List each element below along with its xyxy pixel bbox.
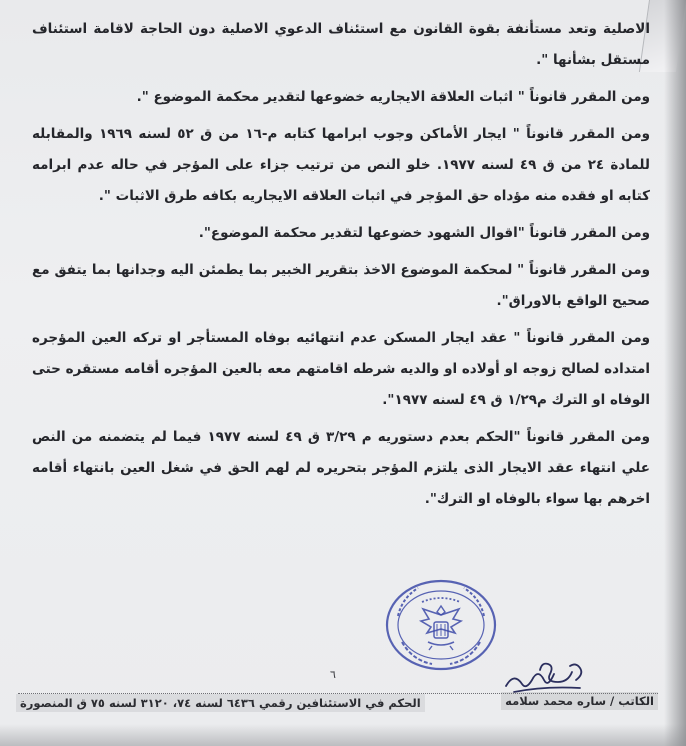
paragraph-7: ومن المقرر قانوناً "الحكم بعدم دستوريه م ٣/٢٩ ق ٤٩ لسنه ١٩٧٧ فيما لم يتضمنه من النص علي انتهاء عقد الايجار الذى يلتزم المؤجر بتحريره لم لهم الحق في شغل العين بانتهاء أقامه اخرهم بها سواء بالوفاه او الترك". bbox=[32, 429, 651, 507]
bottom-shadow bbox=[0, 724, 686, 746]
page-number: ٦ bbox=[330, 668, 336, 681]
paragraph-3: ومن المقرر قانوناً " ايجار الأماكن وجوب ابرامها كتابه م-١٦ من ق ٥٢ لسنه ١٩٦٩ والمقابله للمادة ٢٤ من ق ٤٩ لسنه ١٩٧٧. خلو النص من ترتيب جزاء على المؤجر في حاله عدم ابرامه كتابه او فقده منه مؤداه حق المؤجر في اثبات العلاقه الايجاريه بكافه طرق الاثبات ". bbox=[32, 126, 651, 204]
document-body bbox=[32, 14, 650, 521]
paragraph-2: ومن المقرر قانوناً " اثبات العلاقة الايجاريه خضوعها لتقدير محكمة الموضوع ". bbox=[136, 89, 650, 105]
page-edge-shadow bbox=[664, 0, 686, 746]
official-seal-icon bbox=[382, 576, 500, 674]
document-footer bbox=[16, 692, 658, 720]
footer-ruling-reference: الحكم في الاستئنافين رقمي ٦٤٣٦ لسنه ٧٤، ٣١٢٠ لسنه ٧٥ ق المنصورة bbox=[16, 694, 425, 712]
paragraph-6: ومن المقرر قانوناً " عقد ايجار المسكن عدم انتهائيه بوفاه المستأجر او تركه العين المؤجره امتداده لصالح زوجه او أولاده او والديه شرطه اقامتهم معه بالعين المؤجره أقامه مستقره حتى الوفاه او الترك م١/٢٩ ق ٤٩ لسنه ١٩٧٧". bbox=[32, 330, 650, 408]
paragraph-1: الاصلية وتعد مستأنفة بقوة القانون مع استئناف الدعوي الاصلية دون الحاجة لاقامة استئناف مستقل بشأنها ". bbox=[32, 21, 650, 68]
paragraph-5: ومن المقرر قانوناً " لمحكمة الموضوع الاخذ بتقرير الخبير بما يطمئن اليه وجدانها بما يتفق مع صحيح الواقع بالاوراق". bbox=[32, 262, 650, 309]
paragraph-4: ومن المقرر قانوناً "اقوال الشهود خضوعها لتقدير محكمة الموضوع". bbox=[198, 225, 650, 241]
footer-writer: الكاتب / ساره محمد سلامه bbox=[501, 692, 658, 710]
